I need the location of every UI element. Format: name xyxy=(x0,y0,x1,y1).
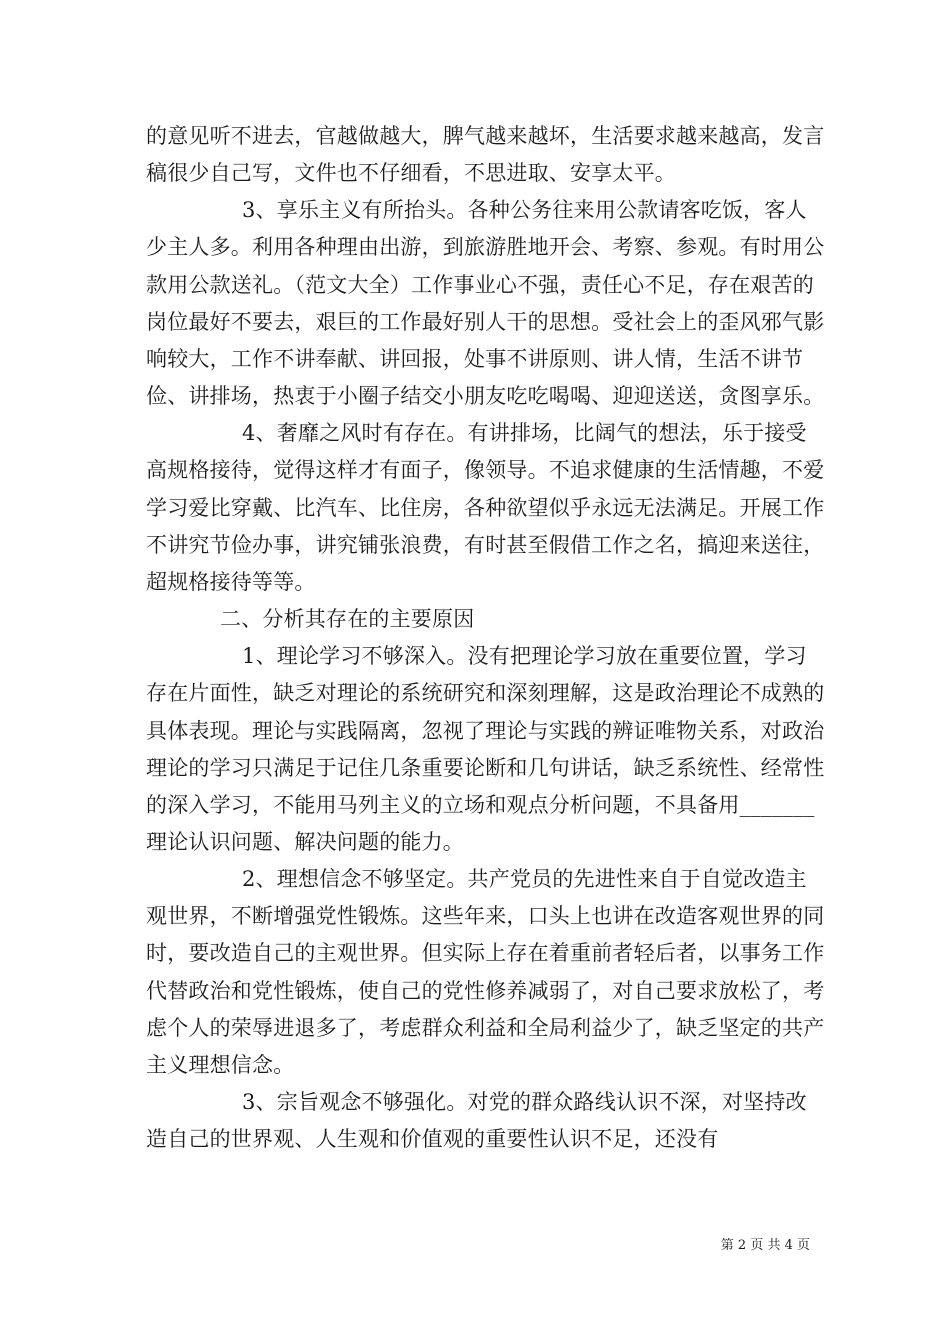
page-number-footer: 第 2 页 共 4 页 xyxy=(720,1238,810,1253)
section-heading-2: 二、分析其存在的主要原因 xyxy=(220,607,475,632)
paragraph-item-3-purpose: 3、宗旨观念不够强化。对党的群众路线认识不深，对坚持改造自己的世界观、人生观和价值观的重要性认识不足，还没有 xyxy=(146,1090,807,1152)
paragraph-item-3-hedonism: 3、享乐主义有所抬头。各种公务往来用公款请客吃饭，客人少主人多。利用各种理由出游，到旅游胜地开会、考察、参观。有时用公款用公款送礼。（范文大全）工作事业心不强，责任心不足，存在艰苦的岗位最好不要去，艰巨的工作最好别人干的思想。受社会上的歪风邪气影响较大，工作不讲奉献、讲回报，处事不讲原则、讲人情，生活不讲节俭、讲排场，热衷于小圈子结交小朋友吃吃喝喝、迎迎送送，贪图享乐。 xyxy=(146,198,825,409)
paragraph-item-4-extravagance: 4、奢靡之风时有存在。有讲排场，比阔气的想法，乐于接受高规格接待，觉得这样才有面子，像领导。不追求健康的生活情趣，不爱学习爱比穿戴、比汽车、比住房，各种欲望似乎永远无法满足。开展工作不讲究节俭办事，讲究铺张浪费，有时甚至假借工作之名，搞迎来送往，超规格接待等等。 xyxy=(146,421,825,594)
paragraph-continuation: 的意见听不进去，官越做越大，脾气越来越坏，生活要求越来越高，发言稿很少自己写，文件也不仔细看，不思进取、安享太平。 xyxy=(146,124,825,186)
paragraph-item-2-ideals: 2、理想信念不够坚定。共产党员的先进性来自于自觉改造主观世界，不断增强党性锻炼。这些年来，口头上也讲在改造客观世界的同时，要改造自己的主观世界。但实际上存在着重前者轻后者，以事务工作代替政治和党性锻炼，使自己的党性修养减弱了，对自己要求放松了，考虑个人的荣辱进退多了，考虑群众利益和全局利益少了，缺乏坚定的共产主义理想信念。 xyxy=(146,867,825,1077)
document-body xyxy=(146,118,826,1158)
paragraph-item-1-theory: 1、理论学习不够深入。没有把理论学习放在重要位置，学习存在片面性，缺乏对理论的系统研究和深刻理解，这是政治理论不成熟的具体表现。理论与实践隔离，忽视了理论与实践的辨证唯物关系，对政治理论的学习只满足于记住几条重要论断和几句讲话，缺乏系统性、经常性的深入学习，不能用马列主义的立场和观点分析问题，不具备用_______理论认识问题、解决问题的能力。 xyxy=(146,644,825,854)
